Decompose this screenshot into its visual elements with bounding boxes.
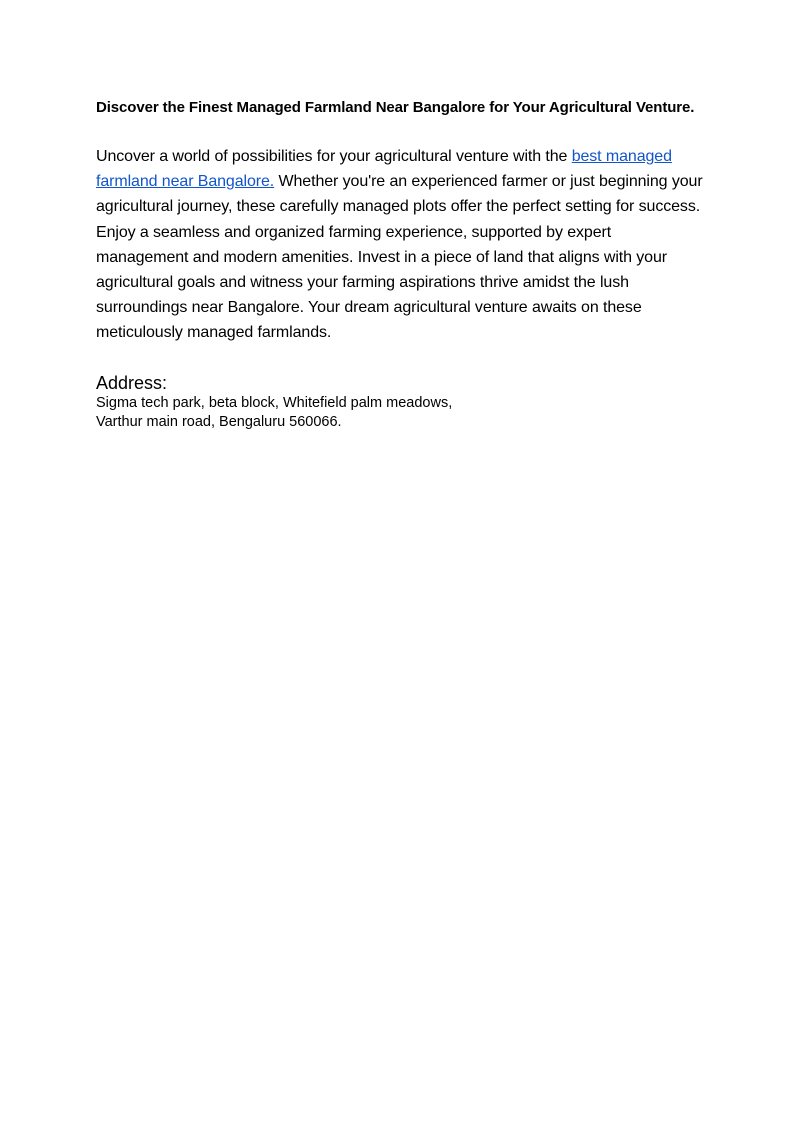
address-line-1: Sigma tech park, beta block, Whitefield palm meadows,	[96, 394, 453, 411]
intro-text-after-link: Whether you're an experienced farmer or just beginning your agricultural journey, these carefully managed plots offer the perfect setting for success. Enjoy a seamless and organized farming experience, supported by expert management and modern amenities. Invest in a piece of land that aligns with your agricultural goals and witness your farming aspirations thrive amidst the lush surroundings near Bangalore. Your dream agricultural venture awaits on these meticulously managed farmlands.	[96, 173, 703, 342]
address-colon: :	[162, 372, 168, 393]
document-page	[96, 95, 706, 433]
farmland-link[interactable]: best managed farmland near Bangalore.	[96, 148, 672, 191]
address-line-2: Varthur main road, Bengaluru 560066.	[96, 414, 342, 431]
intro-paragraph	[96, 144, 706, 346]
document-title: Discover the Finest Managed Farmland Near Bangalore for Your Agricultural Venture.	[96, 99, 695, 116]
intro-text-before-link: Uncover a world of possibilities for your agricultural venture with the	[96, 148, 572, 165]
address-label: Address	[96, 372, 163, 393]
address-heading	[96, 372, 706, 394]
